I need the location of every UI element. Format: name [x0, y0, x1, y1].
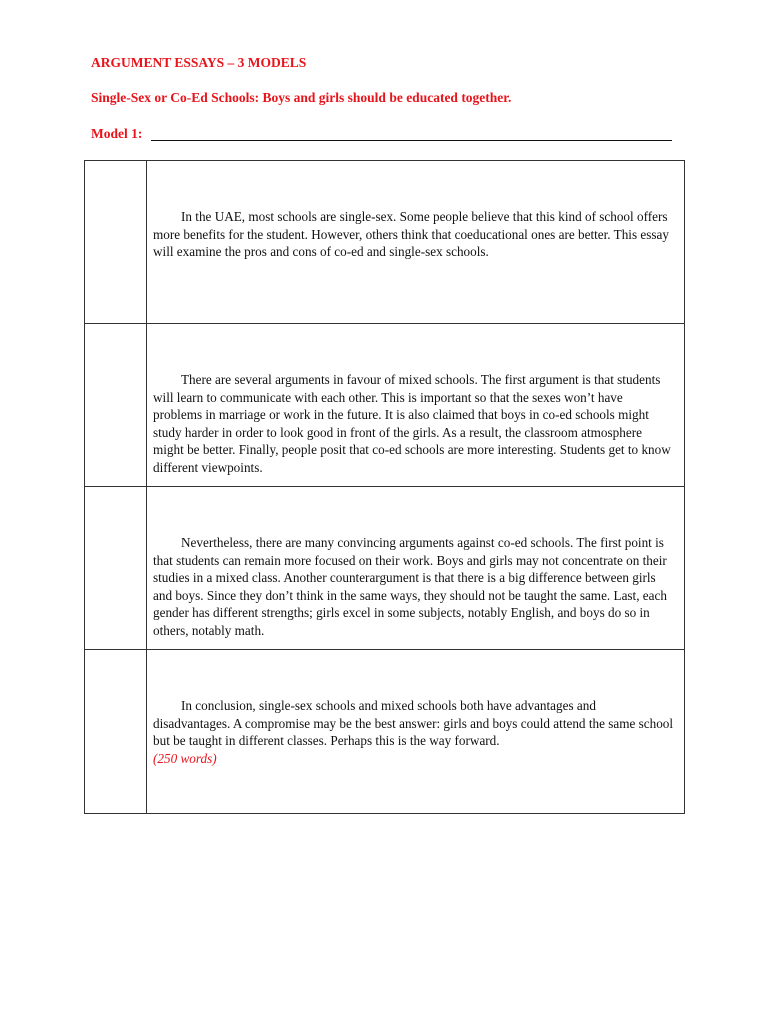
text-cell: [147, 161, 684, 323]
text-cell: [147, 487, 684, 649]
word-count: (250 words): [153, 750, 217, 766]
text-cell: [147, 650, 684, 813]
model-label: Model 1:: [91, 126, 143, 141]
table-row: [85, 161, 684, 324]
table-row: [85, 324, 684, 487]
label-cell: [85, 487, 147, 649]
text-cell: [147, 324, 684, 486]
model-fill-line: [151, 140, 672, 141]
document-title: ARGUMENT ESSAYS – 3 MODELS: [91, 55, 307, 70]
label-cell: [85, 161, 147, 323]
table-row: [85, 650, 684, 813]
table-row: [85, 487, 684, 650]
arguments-against-paragraph: Nevertheless, there are many convincing arguments against co-ed schools. The first point is that students can remain more focused on their work. Boys and girls may not concentrate on their studies in a mixed class. Another counterargument is that there is a big difference between girls and boys. Since they don’t think in the same ways, they should not be taught the same. Last, each gender has different strengths; girls excel in some subjects, notably English, and boys do so in others, notably math.: [153, 535, 667, 638]
label-cell: [85, 324, 147, 486]
document-subtitle: Single-Sex or Co-Ed Schools: Boys and girls should be educated together.: [91, 90, 512, 105]
introduction-paragraph: In the UAE, most schools are single-sex. Some people believe that this kind of school offers more benefits for the student. However, others think that coeducational ones are better. This essay will examine the pros and cons of co-ed and single-sex schools.: [153, 209, 669, 259]
arguments-for-paragraph: There are several arguments in favour of mixed schools. The first argument is that students will learn to communicate with each other. This is important so that the sexes won’t have problems in marriage or work in the future. It is also claimed that boys in co-ed schools might study harder in order to look good in front of the girls. As a result, the classroom atmosphere might be better. Finally, people posit that co-ed schools are more interesting. Students get to know different viewpoints.: [153, 372, 671, 475]
conclusion-paragraph: In conclusion, single-sex schools and mixed schools both have advantages and disadvantages. A compromise may be the best answer: girls and boys could attend the same school but be taught in different classes. Perhaps this is the way forward.: [153, 698, 674, 748]
label-cell: [85, 650, 147, 813]
essay-table: [84, 160, 685, 814]
